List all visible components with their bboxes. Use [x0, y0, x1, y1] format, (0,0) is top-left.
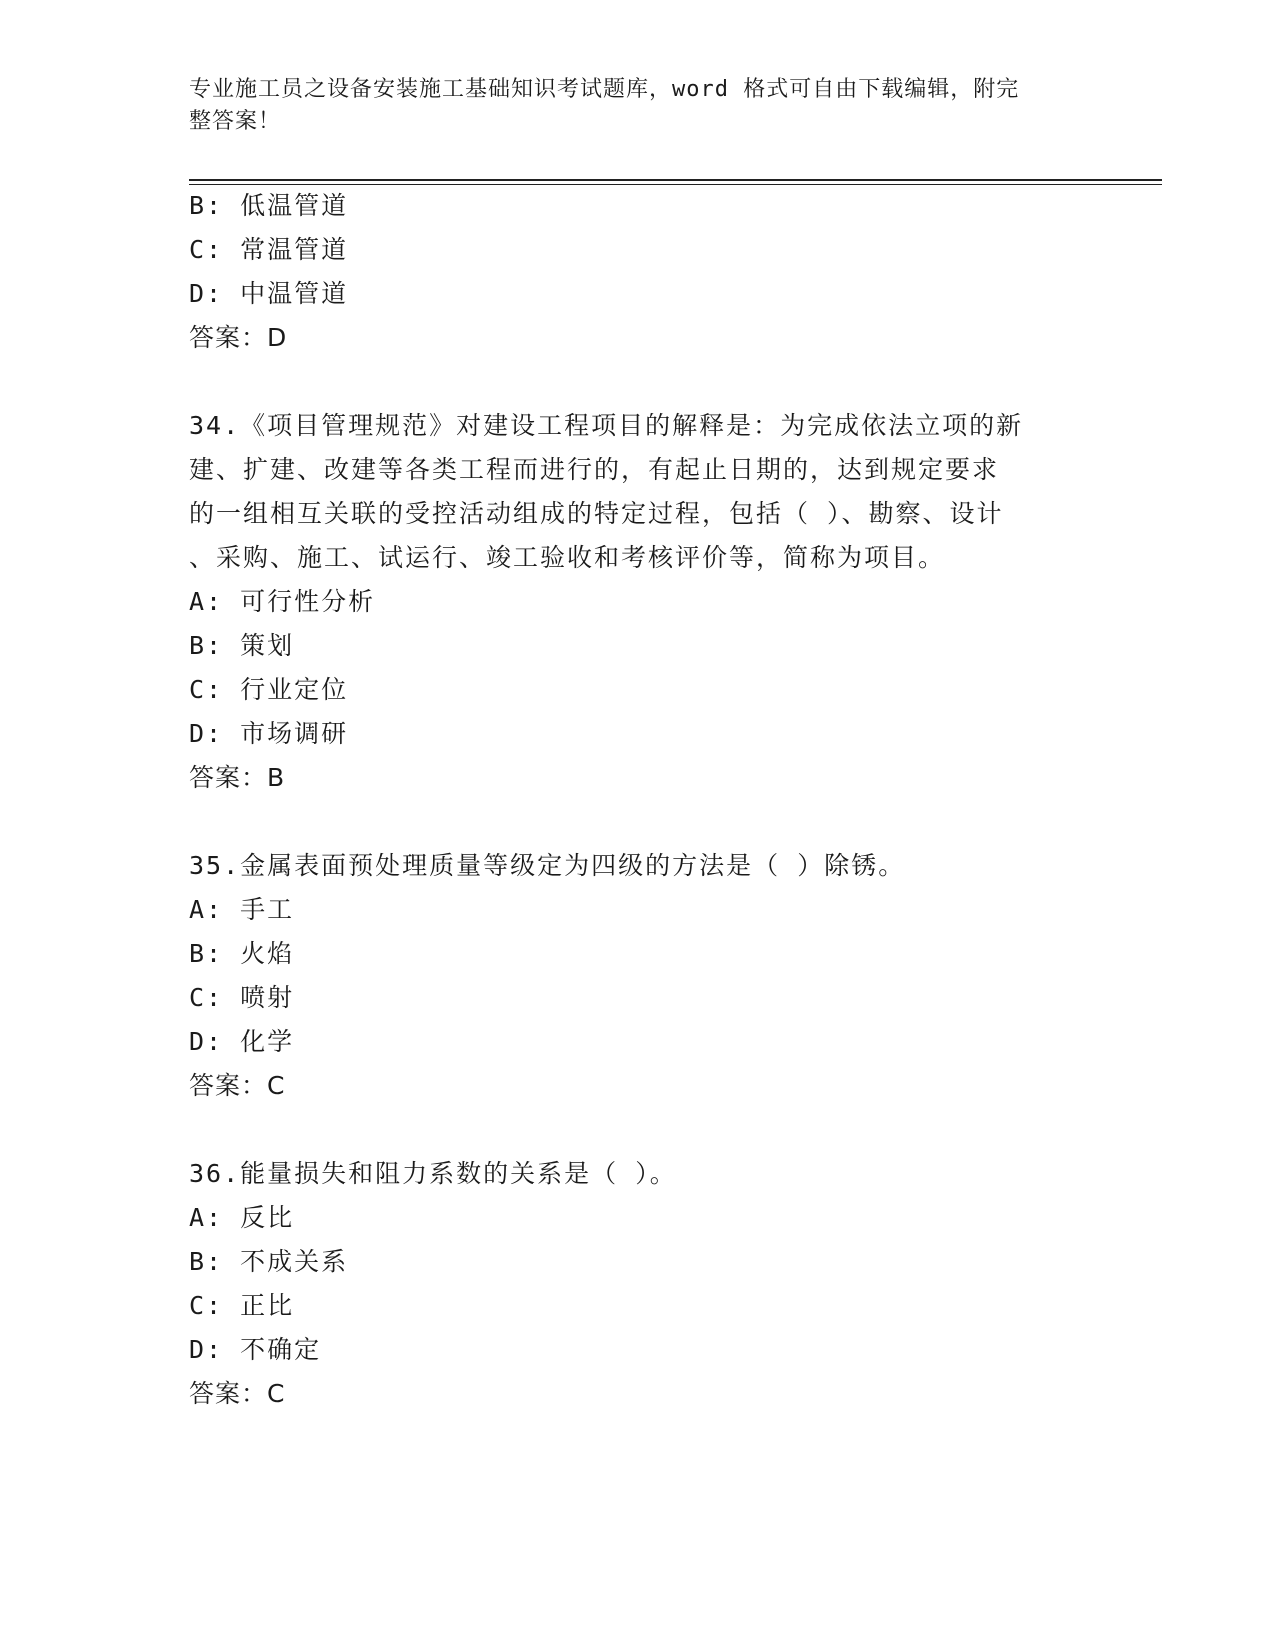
prev-option-b: B: 低温管道 — [189, 191, 349, 220]
q35-option-b: B: 火焰 — [189, 939, 295, 968]
q34-answer: 答案：B — [189, 763, 286, 792]
prev-answer: 答案：D — [189, 323, 288, 352]
q34-stem-line-2: 建、扩建、改建等各类工程而进行的，有起止日期的，达到规定要求 — [189, 455, 1000, 484]
header-rule-thin — [189, 184, 1162, 185]
header-line-1: 专业施工员之设备安装施工基础知识考试题库，word 格式可自由下载编辑，附完 — [189, 77, 1020, 102]
q35-answer: 答案：C — [189, 1071, 286, 1100]
q35-option-d: D: 化学 — [189, 1027, 295, 1056]
q36-answer: 答案：C — [189, 1379, 286, 1408]
document-header — [189, 74, 1069, 138]
prev-option-c: C: 常温管道 — [189, 235, 349, 264]
q34-stem-line-4: 、采购、施工、试运行、竣工验收和考核评价等，简称为项目。 — [189, 543, 946, 572]
q36-option-c: C: 正比 — [189, 1291, 295, 1320]
header-rule-thick — [189, 179, 1162, 181]
q35-option-a: A: 手工 — [189, 895, 295, 924]
q34-stem-line-3: 的一组相互关联的受控活动组成的特定过程，包括（ ）、勘察、设计 — [189, 499, 1004, 528]
header-line-2: 整答案！ — [189, 109, 282, 134]
q34-stem-line-1: 34.《项目管理规范》对建设工程项目的解释是：为完成依法立项的新 — [189, 411, 1024, 440]
q34-option-c: C: 行业定位 — [189, 675, 349, 704]
q36-option-b: B: 不成关系 — [189, 1247, 349, 1276]
q35-option-c: C: 喷射 — [189, 983, 295, 1012]
q36-option-a: A: 反比 — [189, 1203, 295, 1232]
prev-option-d: D: 中温管道 — [189, 279, 349, 308]
q35-stem: 35.金属表面预处理质量等级定为四级的方法是（ ）除锈。 — [189, 851, 906, 880]
q36-option-d: D: 不确定 — [189, 1335, 322, 1364]
q34-option-d: D: 市场调研 — [189, 719, 349, 748]
q34-option-a: A: 可行性分析 — [189, 587, 376, 616]
q36-stem: 36.能量损失和阻力系数的关系是（ ）。 — [189, 1159, 677, 1188]
q34-option-b: B: 策划 — [189, 631, 295, 660]
